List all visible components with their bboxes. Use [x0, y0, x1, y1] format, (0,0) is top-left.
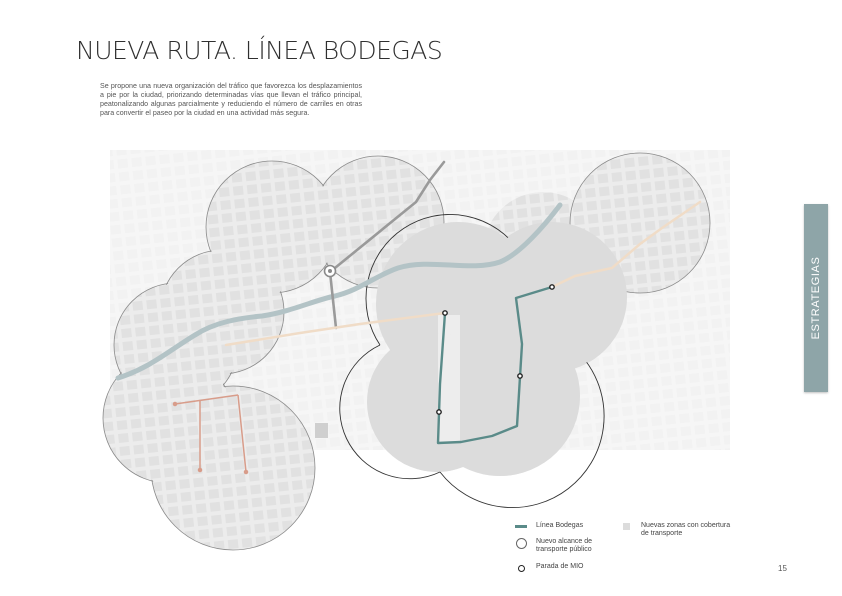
gray-square-icon [623, 523, 630, 530]
mio-stop [443, 311, 447, 315]
legend-item-route: Línea Bodegas [514, 522, 583, 530]
mio-stop [518, 374, 522, 378]
intro-paragraph: Se propone una nueva organización del tráfico que favorezca los desplazamientos a pie por la ciudad, priorizando determinadas vías que llevan el tráfico principal, peatonalizando algunas parcialmente y reduciendo el número de carriles en otras para convertir el paseo por la ciudad en una actividad más segura. [100, 82, 362, 117]
legend-item-coverage: Nuevo alcance de transporte público [514, 538, 606, 554]
coverage-square [315, 423, 328, 438]
legend-item-stop: Parada de MIO [514, 563, 583, 572]
mio-stop [437, 410, 441, 414]
page-number: 15 [778, 564, 787, 573]
mio-stop [550, 285, 554, 289]
legend-item-new-zones: Nuevas zonas con cobertura de transporte [619, 522, 731, 538]
section-tab-estrategias[interactable] [804, 204, 828, 392]
teal-line-icon [515, 525, 527, 528]
page-title: NUEVA RUTA. LÍNEA BODEGAS [76, 36, 443, 65]
section-tab-label: ESTRATEGIAS [810, 256, 822, 340]
circle-outline-icon [516, 538, 527, 549]
stop-marker-icon [518, 565, 525, 572]
